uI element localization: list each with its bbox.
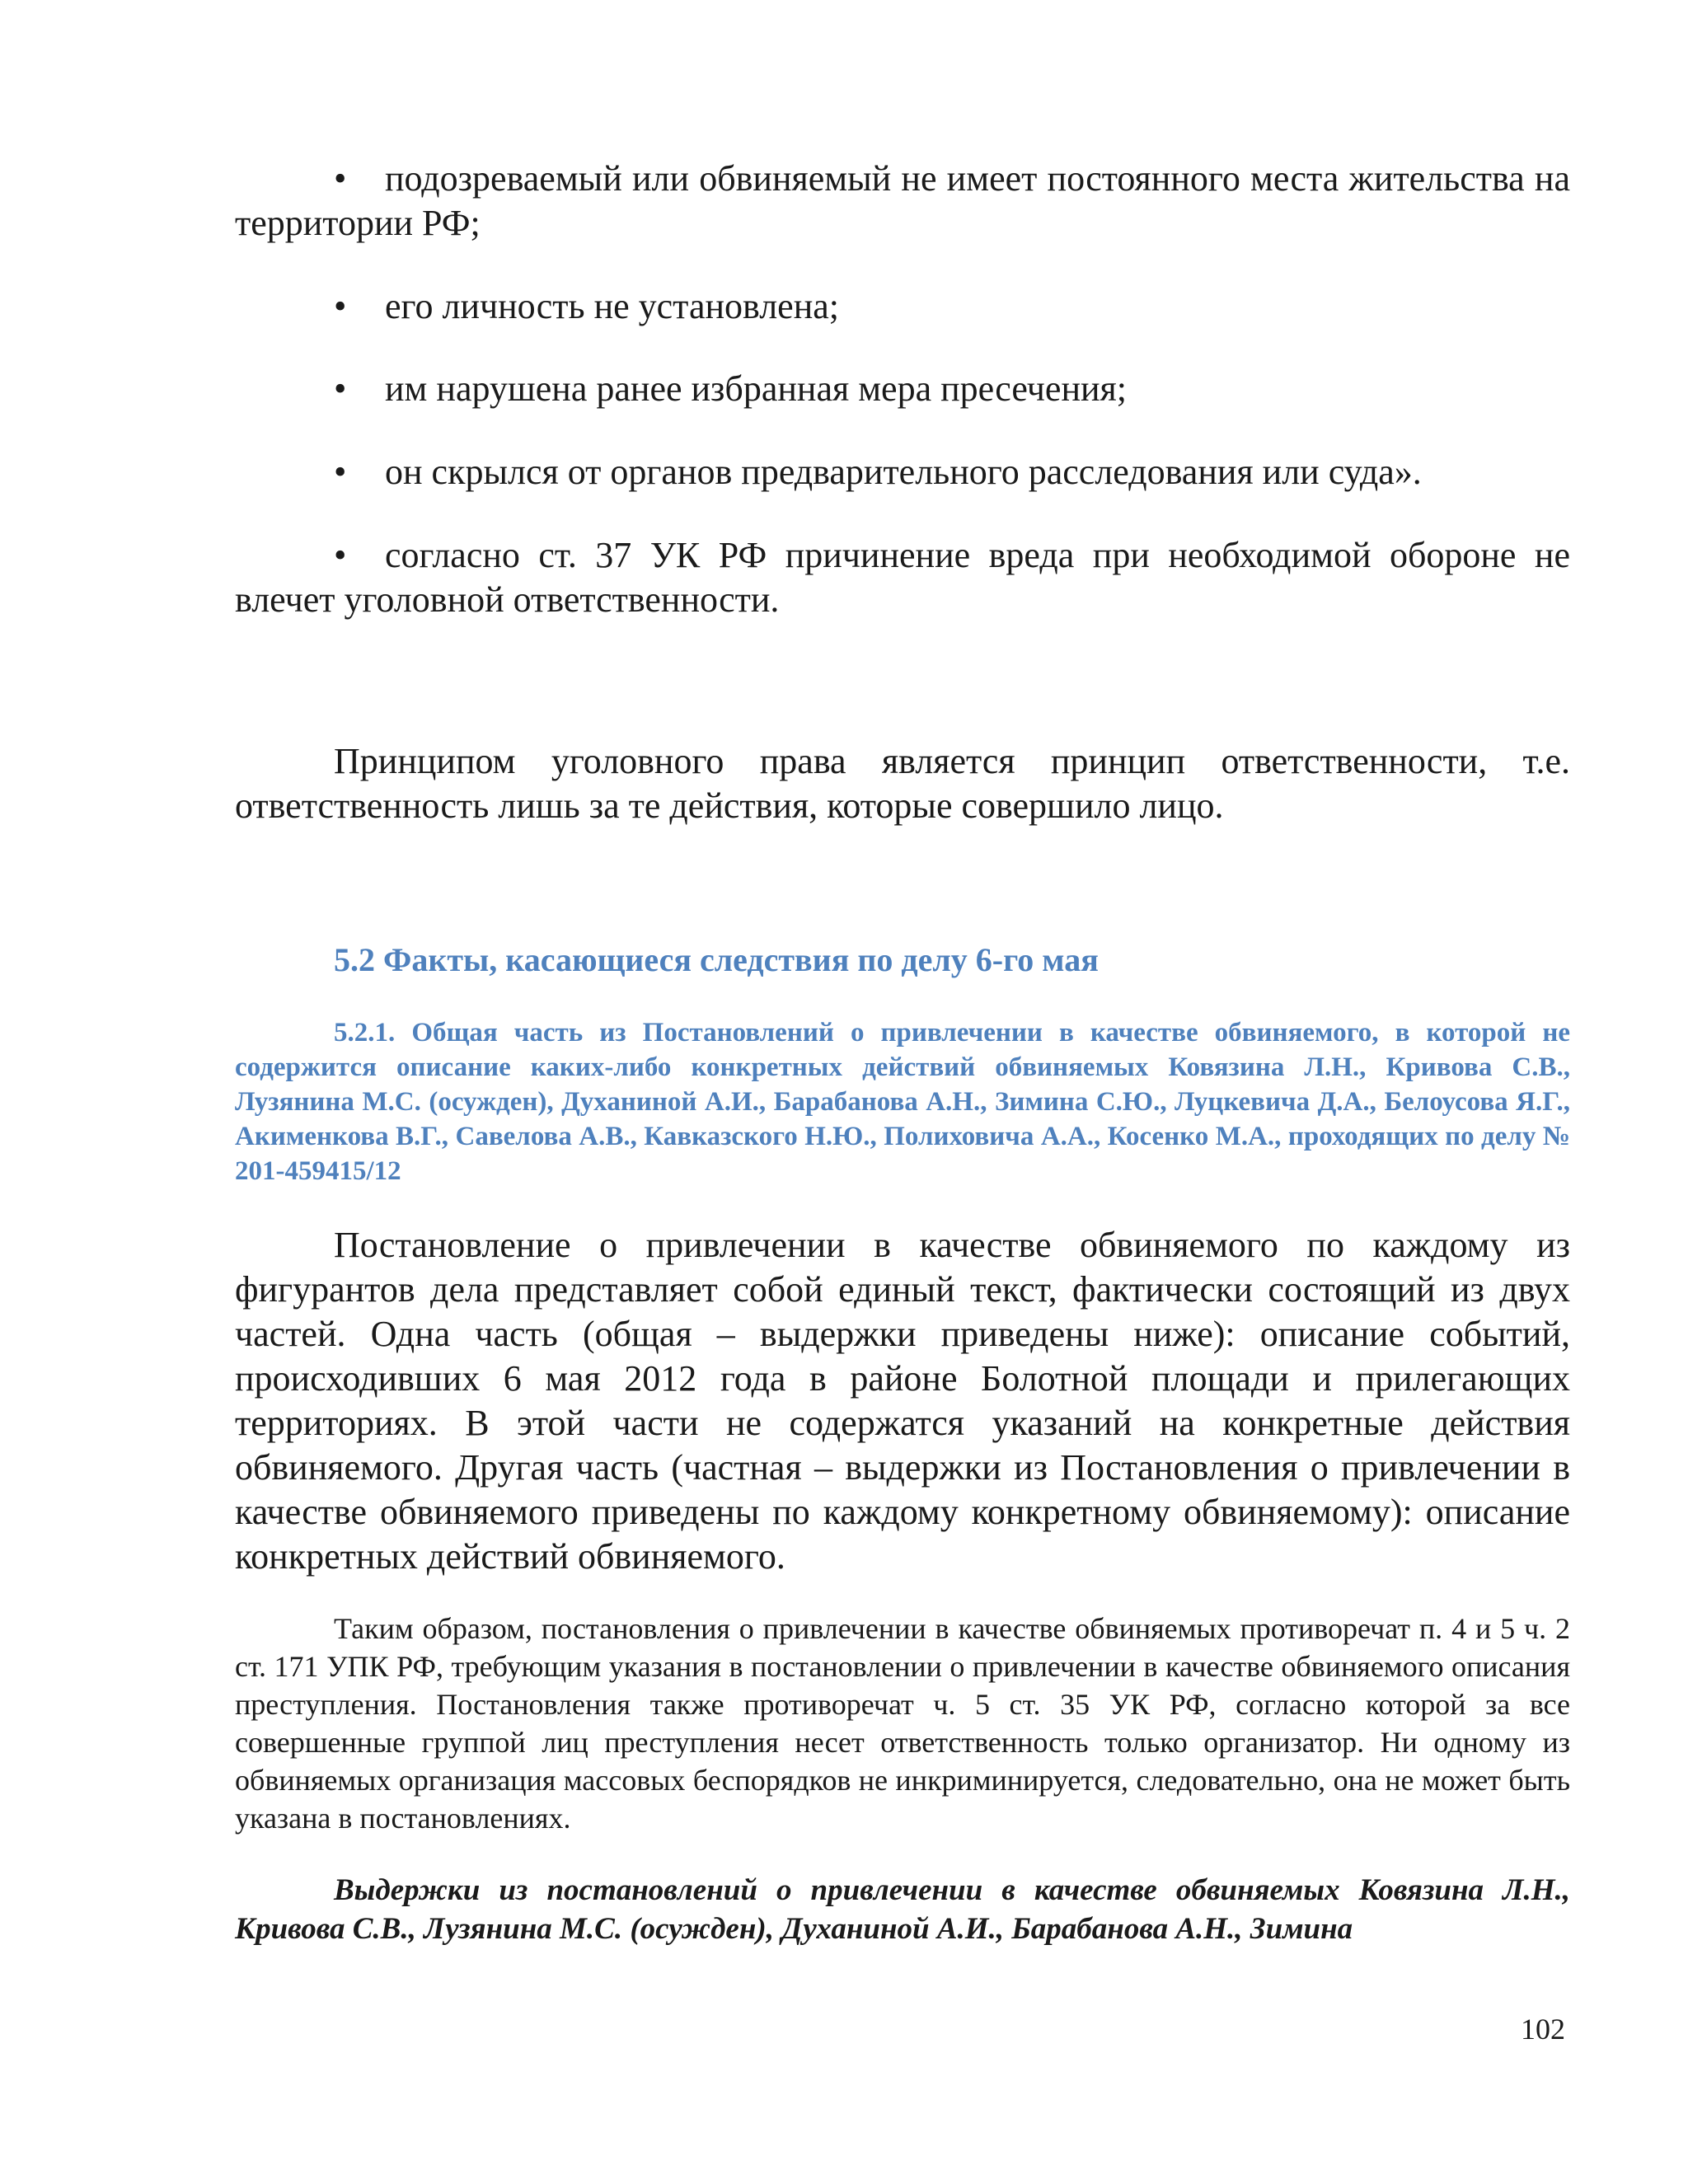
bullet-item-4 — [235, 450, 1570, 494]
bullet-text: подозреваемый или обвиняемый не имеет постоянного места жительства на территории РФ; — [235, 158, 1570, 243]
bullet-marker: • — [334, 286, 347, 326]
page-number: 102 — [1521, 2013, 1565, 2046]
subsection-heading: 5.2.1. Общая часть из Постановлений о привлечении в качестве обвиняемого, в которой не содержится описание каких-либо конкретных действий обвиняемых Ковязина Л.Н., Кривова С.В., Лузянина М.С. (осужден), Духаниной А.И., Барабанова А.Н., Зимина С.Ю., Луцкевича Д.А., Белоусова Я.Г., Акименкова В.Г., Савелова А.В., Кавказского Н.Ю., Полиховича А.А., Косенко М.А., проходящих по делу № 201-459415/12 — [235, 1018, 1570, 1186]
bullet-item-3 — [235, 367, 1570, 411]
bullet-item-1 — [235, 157, 1570, 246]
bullet-text: им нарушена ранее избранная мера пресечения; — [385, 368, 1128, 409]
bullet-marker: • — [334, 158, 347, 199]
bullet-item-2 — [235, 284, 1570, 329]
bullet-marker: • — [334, 368, 347, 409]
excerpt-heading: Выдержки из постановлений о привлечении в качестве обвиняемых Ковязина Л.Н., Кривова С.В., Лузянина М.С. (осужден), Духаниной А.И., Барабанова А.Н., Зимина — [235, 1873, 1570, 1946]
bullet-marker: • — [334, 452, 347, 492]
bullet-text: его личность не установлена; — [385, 286, 840, 326]
bullet-marker: • — [334, 535, 347, 575]
conclusion-paragraph: Таким образом, постановления о привлечении в качестве обвиняемых противоречат п. 4 и 5 ч. 2 ст. 171 УПК РФ, требующим указания в постановлении о привлечении в качестве обвиняемого описания преступления. Постановления также противоречат ч. 5 ст. 35 УК РФ, согласно которой за все совершенные группой лиц преступления несет ответственность только организатор. Ни одному из обвиняемых организация массовых беспорядков не инкриминируется, следовательно, она не может быть указана в постановлениях. — [235, 1612, 1570, 1835]
bullet-item-5 — [235, 533, 1570, 622]
bullet-text: он скрылся от органов предварительного расследования или суда». — [385, 452, 1422, 492]
bullet-text: согласно ст. 37 УК РФ причинение вреда при необходимой обороне не влечет уголовной ответственности. — [235, 535, 1570, 620]
main-paragraph: Постановление о привлечении в качестве обвиняемого по каждому из фигурантов дела представляет собой единый текст, фактически состоящий из двух частей. Одна часть (общая – выдержки приведены ниже): описание событий, происходивших 6 мая 2012 года в районе Болотной площади и прилегающих территориях. В этой части не содержатся указаний на конкретные действия обвиняемого. Другая часть (частная – выдержки из Постановления о привлечении в качестве обвиняемого приведены по каждому конкретному обвиняемому): описание конкретных действий обвиняемого. — [235, 1225, 1570, 1577]
section-heading: 5.2 Факты, касающиеся следствия по делу 6-го мая — [334, 941, 1099, 978]
principle-paragraph: Принципом уголовного права является принцип ответственности, т.е. ответственность лишь за те действия, которые совершило лицо. — [235, 741, 1570, 826]
